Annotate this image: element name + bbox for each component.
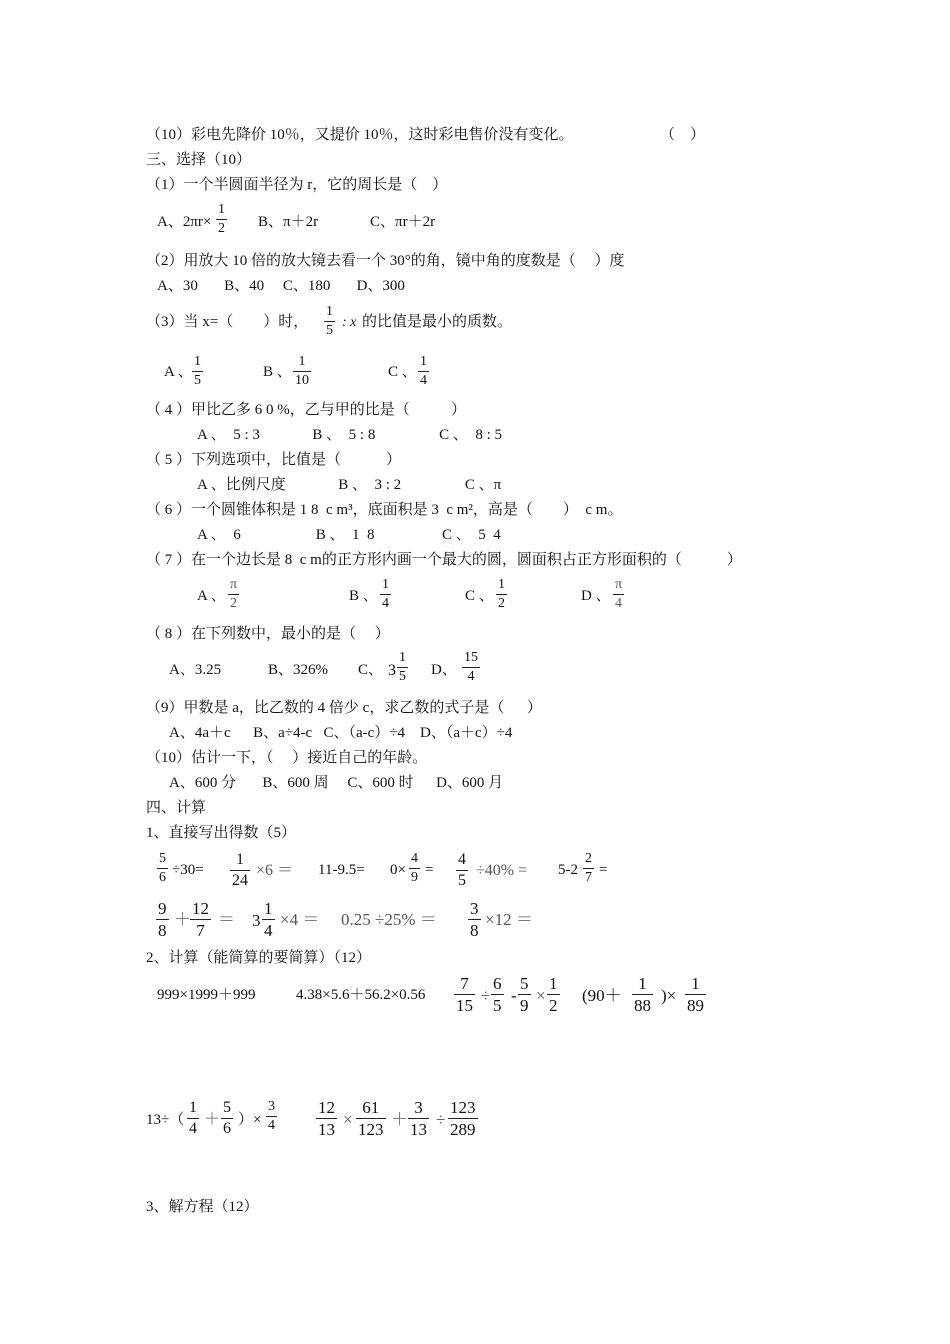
fraction: 1 2: [498, 577, 505, 611]
choice-3-b: B 、: [263, 364, 292, 380]
choice-8-a: A、3.25: [169, 662, 222, 678]
expr-text: 0×: [390, 862, 406, 878]
fraction: 4 5: [458, 851, 466, 889]
section-choice-title: 三、选择（10）: [146, 152, 252, 168]
expr-text: ）×: [238, 1112, 262, 1128]
choice-3-stem-a: （3）当 x=（ ）时，: [146, 314, 309, 330]
expr-text: ×6 ＝: [256, 862, 294, 879]
choice-8-d: D、: [431, 662, 457, 678]
choice-2-options: A、30 B、40 C、180 D、300: [157, 278, 405, 294]
expr-text: ÷40% =: [476, 862, 528, 879]
choice-4-options: A 、 5 : 3 B 、 5 : 8 C 、 8 : 5: [197, 427, 503, 443]
fraction: 1 4: [189, 1099, 197, 1137]
choice-8-b: B、326%: [268, 662, 329, 678]
expr-text: 11-9.5=: [318, 862, 365, 878]
fraction: 1 4: [382, 577, 389, 611]
expr-text: ＝: [218, 910, 235, 929]
fraction: 1 88: [634, 974, 651, 1015]
fraction: 1 89: [687, 974, 704, 1015]
fraction: 123 289: [450, 1098, 476, 1139]
fraction: π 2: [230, 577, 238, 611]
expr-text: (90＋: [582, 986, 622, 1005]
fraction: 61 123: [358, 1098, 384, 1139]
fraction: 1 5: [326, 304, 333, 338]
fraction: 1 5: [399, 650, 406, 684]
fraction: 15 4: [464, 650, 478, 684]
expr-text: 3: [252, 911, 261, 930]
choice-2-stem: （2）用放大 10 倍的放大镜去看一个 30°的角，镜中角的度数是（ ）度: [146, 253, 625, 269]
choice-3-c: C 、: [388, 364, 417, 380]
expr-text: 0.25 ÷25% ＝: [341, 910, 437, 929]
expr-text: ＋: [174, 910, 191, 929]
fraction: 1 4: [420, 354, 427, 388]
mixed-whole: 3: [388, 662, 396, 679]
choice-5-stem: （ 5 ）下列选项中，比值是（ ）: [146, 452, 402, 468]
choice-8-c: C、: [358, 662, 384, 678]
expr-text: )×: [661, 986, 677, 1005]
expr-text: ÷: [481, 986, 491, 1005]
judge-q10: （10）彩电先降价 10％，又提价 10％，这时彩电售价没有变化。: [146, 127, 574, 143]
choice-8-stem: （ 8 ）在下列数中，最小的是（ ）: [146, 626, 390, 642]
choice-5-options: A 、比例尺度 B 、 3 : 2 C 、π: [197, 477, 502, 493]
choice-3-stem-b: 的比值是最小的质数。: [362, 314, 513, 330]
fraction: 1 10: [295, 354, 309, 388]
expr-text: -: [511, 986, 517, 1005]
expr-text: ×: [536, 986, 546, 1005]
fraction: 3 8: [470, 899, 479, 940]
fraction: 9 8: [158, 899, 167, 940]
fraction: 3 13: [410, 1098, 427, 1139]
fraction: 1 24: [232, 851, 248, 889]
choice-9-options: A、4a＋c B、a÷4-c C、（a-c）÷4 D、（a＋c）÷4: [169, 725, 513, 741]
fraction: 1 5: [194, 354, 201, 388]
fraction: 7 15: [456, 974, 473, 1015]
section-calc-title: 四、计算: [146, 800, 207, 816]
choice-7-b: B 、: [349, 588, 378, 604]
choice-1-a: A、2πr×: [157, 214, 212, 230]
fraction: 5 6: [223, 1099, 231, 1137]
choice-7-a: A 、: [197, 588, 226, 604]
choice-9-stem: （9）甲数是 a，比乙数的 4 倍少 c，求乙数的式子是（ ）: [146, 700, 542, 716]
expr-text: =: [425, 862, 434, 878]
fraction: 5 6: [159, 851, 166, 885]
expr-text: ÷: [436, 1110, 446, 1129]
expr-text: 4.38×5.6＋56.2×0.56: [296, 987, 426, 1003]
choice-6-stem: （ 6 ）一个圆锥体积是 1 8 c m³，底面积是 3 c m²，高是（ ） c m。: [146, 502, 623, 518]
fraction: 3 4: [268, 1099, 275, 1133]
judge-q10-paren: （ ）: [660, 127, 706, 143]
fraction: 2 7: [585, 851, 592, 885]
expr-text: =: [599, 862, 608, 878]
expr-text: 999×1999＋999: [157, 987, 256, 1003]
fraction: 4 9: [411, 851, 418, 885]
choice-7-d: D 、: [581, 588, 611, 604]
fraction: 12 7: [192, 899, 209, 940]
part-1-title: 1、直接写出得数（5）: [146, 825, 297, 841]
part-2-title: 2、计算（能简算的要简算）（12）: [146, 950, 372, 966]
ratio-x: : x: [342, 315, 357, 330]
expr-text: 5-2: [558, 862, 578, 878]
expr-text: ×: [343, 1110, 353, 1129]
choice-7-stem: （ 7 ）在一个边长是 8 c m的正方形内画一个最大的圆，圆面积占正方形面积的（ ）: [146, 552, 742, 568]
choice-6-options: A 、 6 B 、 1 8 C 、 5 4: [197, 527, 501, 543]
choice-1-stem: （1）一个半圆面半径为 r，它的周长是（ ）: [146, 177, 448, 193]
fraction: 12 13: [318, 1098, 335, 1139]
choice-4-stem: （ 4 ）甲比乙多 6 0 %，乙与甲的比是（ ）: [146, 402, 466, 418]
fraction: 1 2: [549, 974, 558, 1015]
choice-1-c: C、πr＋2r: [370, 214, 436, 230]
expr-text: ×12 ＝: [485, 910, 533, 929]
fraction: 5 9: [520, 974, 529, 1015]
expr-text: ＋: [204, 1111, 221, 1128]
choice-7-c: C 、: [465, 588, 494, 604]
fraction: 1 2: [218, 202, 225, 236]
expr-text: ＋: [391, 1110, 408, 1129]
expr-text: ÷30=: [172, 862, 204, 878]
fraction: 6 5: [493, 974, 502, 1015]
choice-3-a: A 、: [164, 364, 193, 380]
part-3-title: 3、解方程（12）: [146, 1199, 259, 1215]
expr-text: ×4 ＝: [280, 910, 320, 929]
fraction: π 4: [615, 577, 623, 611]
choice-10-options: A、600 分 B、600 周 C、600 时 D、600 月: [169, 775, 504, 791]
expr-text: 13÷（: [146, 1112, 185, 1128]
fraction: 1 4: [264, 899, 273, 940]
choice-10-stem: （10）估计一下，（ ）接近自己的年龄。: [146, 750, 428, 766]
choice-1-b: B、π＋2r: [258, 214, 319, 230]
